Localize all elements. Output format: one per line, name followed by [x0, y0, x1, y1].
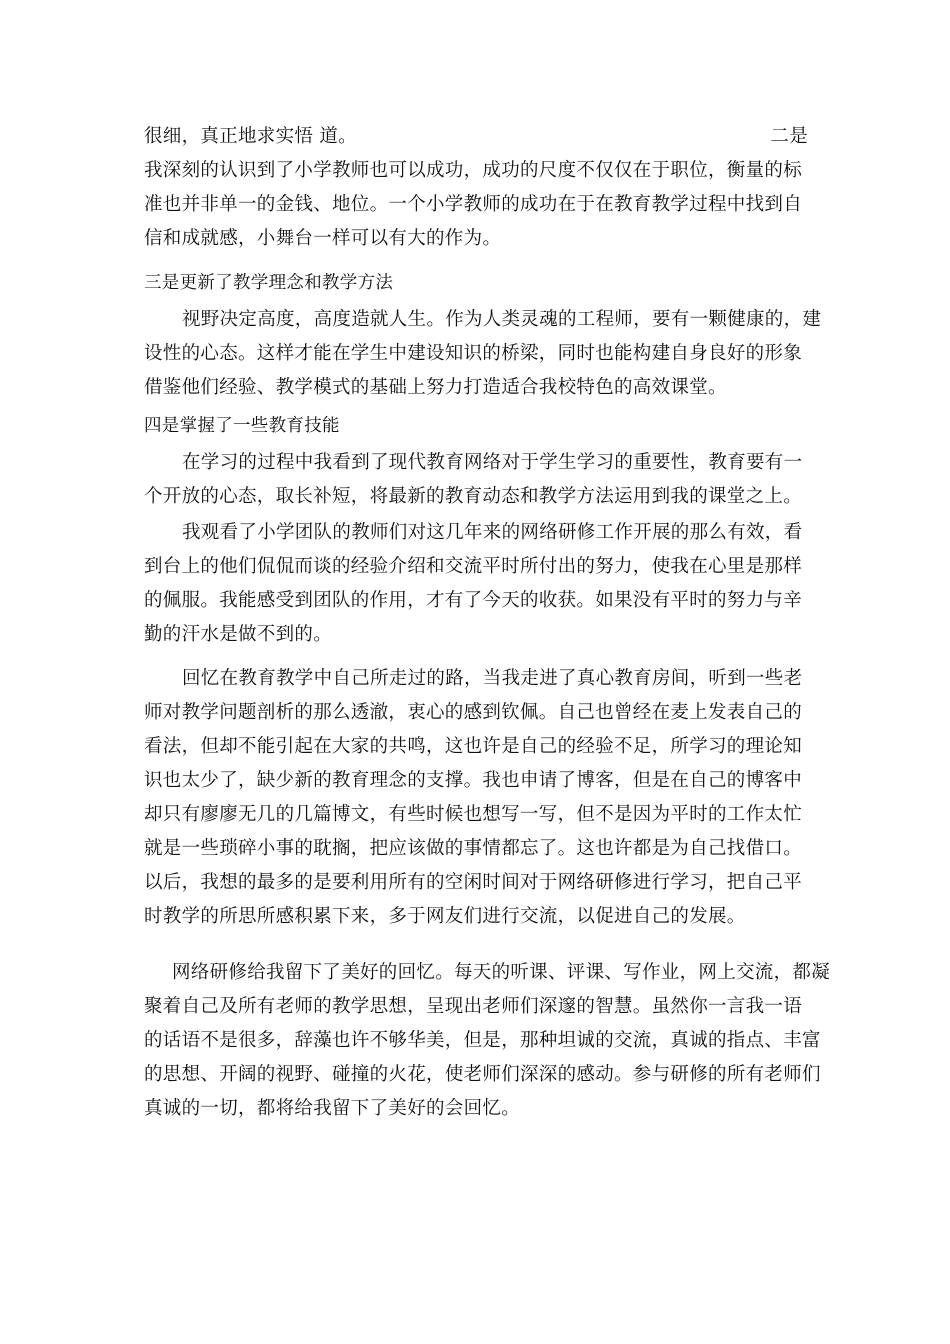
section-heading-4 [144, 411, 808, 441]
paragraph-line: 识也太少了，缺少新的教育理念的支撑。我也申请了博客，但是在自己的博客中 [144, 770, 803, 791]
first-line [144, 120, 808, 154]
paragraph-6 [144, 956, 831, 1126]
paragraph-line: 的佩服。我能感受到团队的作用，才有了今天的收获。如果没有平时的努力与辛 [144, 590, 803, 611]
paragraph-line: 聚着自己及所有老师的教学思想，呈现出老师们深邃的智慧。虽然你一言我一语 [144, 996, 803, 1017]
paragraph-line: 看法，但却不能引起在大家的共鸣，这也许是自己的经验不足，所学习的理论知 [144, 736, 803, 757]
paragraph-3 [144, 446, 808, 514]
section-heading-3 [144, 268, 808, 298]
paragraph-line: 个开放的心态，取长补短，将最新的教育动态和教学方法运用到我的课堂之上。 [144, 486, 803, 507]
section-heading: 三是更新了教学理念和教学方法 [144, 273, 394, 293]
paragraph-line: 以后，我想的最多的是要利用所有的空闲时间对于网络研修进行学习，把自己平 [144, 872, 803, 893]
paragraph-line: 准也并非单一的金钱、地位。一个小学教师的成功在于在教育教学过程中找到自 [144, 194, 803, 215]
paragraph-line: 就是一些琐碎小事的耽搁，把应该做的事情都忘了。这也许都是为自己找借口。 [144, 838, 803, 859]
paragraph-line: 勤的汗水是做不到的。 [144, 624, 333, 645]
paragraph-line: 借鉴他们经验、教学模式的基础上努力打造适合我校特色的高效课堂。 [144, 377, 727, 398]
paragraph-line: 的话语不是很多，辞藻也许不够华美，但是，那种坦诚的交流，真诚的指点、丰富 [144, 1030, 821, 1051]
intro-block [144, 120, 808, 256]
paragraph-line: 信和成就感，小舞台一样可以有大的作为。 [144, 228, 502, 249]
first-line-left-text: 很细，真正地求实悟 道。 [144, 126, 357, 147]
paragraph-line: 网络研修给我留下了美好的回忆。每天的听课、评课、写作业，网上交流，都凝 [172, 962, 831, 983]
paragraph-line: 我观看了小学团队的教师们对这几年来的网络研修工作开展的那么有效，看 [182, 522, 803, 543]
paragraph-line: 到台上的他们侃侃而谈的经验介绍和交流平时所付出的努力，使我在心里是那样 [144, 556, 803, 577]
paragraph-line: 却只有廖廖无几的几篇博文，有些时候也想写一写，但不是因为平时的工作太忙 [144, 804, 803, 825]
paragraph-line: 在学习的过程中我看到了现代教育网络对于学生学习的重要性，教育要有一 [182, 452, 803, 473]
paragraph-line: 真诚的一切，都将给我留下了美好的会回忆。 [144, 1098, 521, 1119]
paragraph-line: 视野决定高度，高度造就人生。作为人类灵魂的工程师，要有一颗健康的，建 [182, 309, 822, 330]
paragraph-line: 师对教学问题剖析的那么透澈，衷心的感到钦佩。自己也曾经在麦上发表自己的 [144, 702, 803, 723]
paragraph-2 [144, 303, 822, 405]
paragraph-line: 设性的心态。这样才能在学生中建设知识的桥梁，同时也能构建自身良好的形象 [144, 343, 803, 364]
paragraph-line: 回忆在教育教学中自己所走过的路，当我走进了真心教育房间，听到一些老 [182, 668, 803, 689]
paragraph-line: 时教学的所思所感积累下来，多于网友们进行交流，以促进自己的发展。 [144, 906, 746, 927]
paragraph-line: 的思想、开阔的视野、碰撞的火花，使老师们深深的感动。参与研修的所有老师们 [144, 1064, 821, 1085]
paragraph-line: 我深刻的认识到了小学教师也可以成功，成功的尺度不仅仅在于职位，衡量的标 [144, 160, 803, 181]
section-heading: 四是掌握了一些教育技能 [144, 416, 340, 436]
first-line-right-text: 二是 [770, 126, 808, 147]
paragraph-5 [144, 662, 808, 934]
paragraph-4 [144, 516, 808, 652]
